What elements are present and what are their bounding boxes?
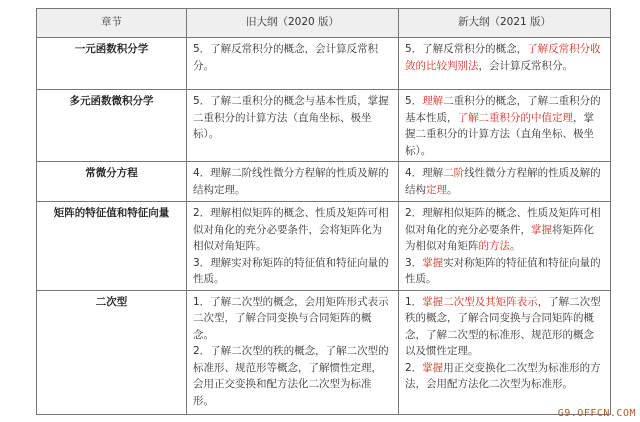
outline-item [405, 165, 604, 198]
outline-text: 5．了解反常积分的概念，会计算反常积分。 [193, 43, 379, 72]
outline-item [405, 41, 604, 74]
outline-item [405, 255, 604, 288]
outline-text: 线性微分方程解的性质及解的结构 [405, 167, 601, 196]
table-row [37, 38, 611, 90]
changed-text: 理解 [422, 95, 444, 107]
table-row [37, 290, 611, 414]
outline-text: 1． [405, 295, 423, 308]
chapter-cell: 矩阵的特征值和特征向量 [37, 202, 187, 291]
outline-item [405, 93, 604, 159]
outline-item [193, 294, 392, 344]
old-outline-cell [187, 162, 399, 202]
outline-text: 。 [447, 183, 458, 196]
chapter-cell: 一元函数积分学 [37, 38, 187, 90]
outline-comparison-document [36, 8, 610, 415]
header-new-outline: 新大纲（2021 版） [399, 9, 611, 38]
table-row [37, 90, 611, 162]
changed-text: 掌握 [422, 361, 444, 374]
outline-item [405, 294, 604, 360]
changed-text: 掌握 [422, 256, 444, 269]
outline-text: 5．了解反常积分的概念， [405, 43, 528, 55]
outline-text: 将矩阵化为相似对角矩阵 [405, 223, 594, 252]
table-row [37, 202, 611, 291]
outline-text: ，了解二次型秩的概念，了解合同变换与合同矩阵的概念，了解二次型的标准形、规范形的概念以及惯性定理。 [405, 295, 601, 357]
chapter-cell: 多元函数微积分学 [37, 90, 187, 162]
outline-item [193, 41, 392, 74]
outline-text: 。 [510, 240, 521, 252]
new-outline-cell [399, 38, 611, 90]
chapter-cell: 二次型 [37, 290, 187, 414]
outline-item [193, 343, 392, 409]
outline-text: 2．了解二次型的秩的概念，了解二次型的标准形、规范形等概念，了解惯性定理，会用正交变换和配方法化二次型为标准形。 [193, 345, 389, 407]
outline-text: 实对称矩阵的特征值和特征向量的性质。 [405, 256, 601, 285]
outline-text: 4．理解二阶线性微分方程解的性质及解的结构定理。 [193, 167, 389, 196]
outline-item [193, 255, 392, 288]
new-outline-cell [399, 290, 611, 414]
outline-item [405, 205, 604, 255]
outline-text: 2．理解相似矩阵的概念、性质及矩阵可相似对角化的充分必要条件， [405, 207, 601, 236]
new-outline-cell [399, 90, 611, 162]
changed-text: 了解二重积分的中值定理 [457, 111, 573, 124]
outline-item [193, 93, 392, 143]
outline-text: 5．了解二重积分的概念与基本性质，掌握二重积分的计算方法（直角坐标、极坐标）。 [193, 95, 389, 140]
outline-text: 4．理解 [405, 167, 444, 179]
table-header-row [37, 9, 611, 38]
outline-comparison-table [36, 8, 611, 415]
new-outline-cell [399, 162, 611, 202]
outline-item [193, 165, 392, 198]
outline-text: 1．了解二次型的概念，会用矩阵形式表示二次型，了解合同变换与合同矩阵的概念。 [193, 295, 389, 341]
outline-text: 3．理解实对称矩阵的特征值和特征向量的性质。 [193, 256, 389, 285]
outline-text: 3． [405, 256, 423, 269]
header-old-outline: 旧大纲（2020 版） [187, 9, 399, 38]
changed-text: 的方法 [478, 240, 510, 252]
old-outline-cell [187, 38, 399, 90]
table-row [37, 162, 611, 202]
old-outline-cell [187, 290, 399, 414]
outline-text: 二重积分的概念，了解二重积分的基本性质， [405, 95, 601, 124]
changed-text: 二阶 [443, 167, 465, 179]
changed-text: 了解反常积分收敛的比较判别法 [405, 43, 601, 72]
changed-text: 掌握二次型及其矩阵表示 [422, 295, 538, 308]
header-chapter: 章节 [37, 9, 187, 38]
outline-text: 5． [405, 95, 423, 107]
changed-text: 掌握 [531, 223, 552, 236]
changed-text: 定理 [426, 183, 447, 196]
outline-item [405, 360, 604, 393]
outline-item [193, 205, 392, 255]
new-outline-cell [399, 202, 611, 291]
outline-text: 2． [405, 361, 423, 374]
old-outline-cell [187, 90, 399, 162]
outline-text: ，掌握二重积分的计算方法（直角坐标、极坐标）。 [405, 111, 594, 157]
old-outline-cell [187, 202, 399, 291]
outline-text: 用正交变换化二次型为标准形的方法，会用配方法化二次型为标准形。 [405, 361, 601, 390]
site-watermark: G9.OFFCN.COM [557, 408, 636, 419]
chapter-cell: 常微分方程 [37, 162, 187, 202]
outline-text: 2．理解相似矩阵的概念、性质及矩阵可相似对角化的充分必要条件，会将矩阵化为相似对角矩阵。 [193, 207, 389, 252]
outline-text: ，会计算反常积分。 [478, 59, 573, 72]
